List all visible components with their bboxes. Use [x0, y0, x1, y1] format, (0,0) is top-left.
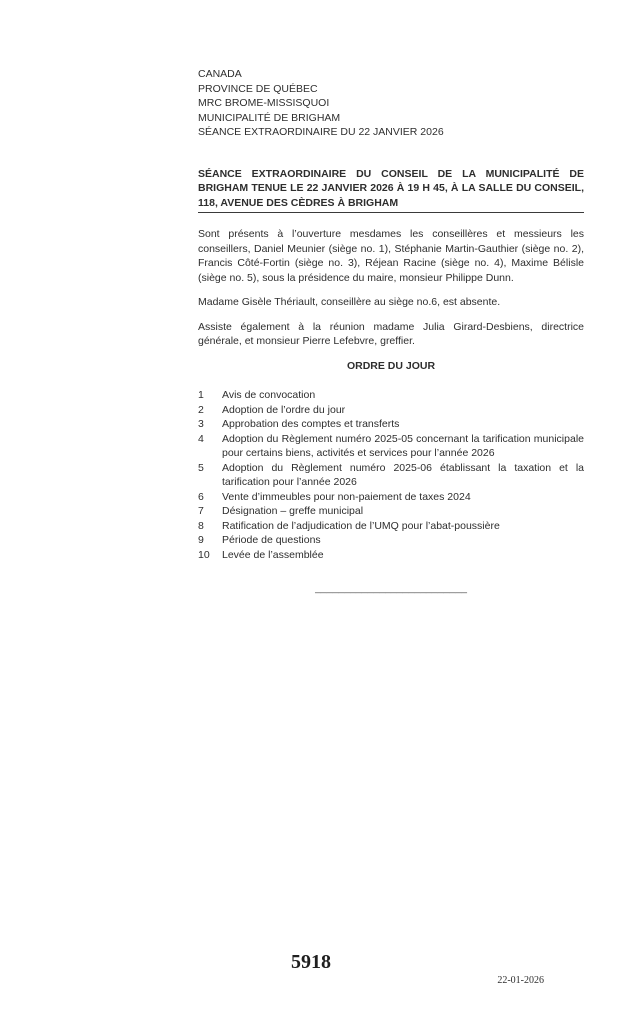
attendance-paragraph: Sont présents à l’ouverture mesdames les conseillères et messieurs les conseillers, Daniel Meunier (siège no. 1), Stéphanie Martin-Gauthier (siège no. 2), Francis Côté-Fortin (siège no. 3), Réjean Racine (siège no. 4), Maxime Bélisle (siège no. 5), sous la présidence du maire, monsieur Philippe Dunn. [198, 228, 584, 284]
agenda-item [198, 533, 584, 548]
agenda-item-number: 1 [198, 389, 204, 401]
agenda-item-text: Adoption de l’ordre du jour [222, 403, 346, 416]
agenda-heading: ORDRE DU JOUR [346, 359, 436, 372]
agenda-item-number: 6 [198, 490, 204, 503]
agenda-item [198, 519, 584, 534]
agenda-item-number: 5 [198, 461, 204, 474]
agenda-item [198, 417, 584, 432]
header-line-country: CANADA [198, 68, 242, 80]
agenda-item [198, 490, 584, 505]
agenda-item-text: Désignation – greffe municipal [222, 505, 364, 517]
agenda-item-text: Vente d’immeubles pour non-paiement de taxes 2024 [222, 490, 471, 503]
agenda-item-text: Adoption du Règlement numéro 2025-05 concernant la tarification municipale pour certains biens, activités et services pour l’année 2026 [222, 432, 584, 459]
agenda-item-number: 8 [198, 519, 204, 532]
agenda-item-number: 7 [198, 505, 204, 517]
agenda-item-number: 9 [198, 534, 204, 546]
header-line-session: SÉANCE EXTRAORDINAIRE DU 22 JANVIER 2026 [198, 126, 444, 138]
agenda-item-number: 2 [198, 403, 204, 416]
signature-line: __________________________ [315, 582, 467, 594]
agenda-item [198, 461, 584, 490]
agenda-item-number: 4 [198, 432, 204, 445]
agenda-item-text: Période de questions [222, 534, 321, 546]
agenda-item-number: 3 [198, 418, 204, 430]
agenda-item [198, 432, 584, 461]
page-number: 5918 [291, 951, 331, 973]
agenda-list [198, 388, 584, 562]
staff-paragraph: Assiste également à la réunion madame Julia Girard-Desbiens, directrice générale, et monsieur Pierre Lefebvre, greffier. [198, 320, 584, 347]
header-line-province: PROVINCE DE QUÉBEC [198, 82, 318, 95]
agenda-item-number: 10 [198, 548, 210, 561]
agenda-item [198, 548, 584, 563]
header-line-mrc: MRC BROME-MISSISQUOI [198, 97, 330, 109]
agenda-item-text: Levée de l’assemblée [222, 548, 324, 561]
footer-date: 22-01-2026 [497, 975, 544, 986]
agenda-item [198, 388, 584, 403]
agenda-item-text: Approbation des comptes et transferts [222, 418, 400, 430]
document-content [198, 67, 584, 596]
agenda-item [198, 504, 584, 519]
absence-paragraph: Madame Gisèle Thériault, conseillère au siège no.6, est absente. [198, 296, 501, 308]
agenda-item-text: Avis de convocation [222, 389, 316, 401]
document-title: SÉANCE EXTRAORDINAIRE DU CONSEIL DE LA MUNICIPALITÉ DE BRIGHAM TENUE LE 22 JANVIER 2026 À 19 H 45, À LA SALLE DU CONSEIL, 118, AVENUE DES CÈDRES À BRIGHAM [198, 167, 584, 214]
agenda-item-text: Adoption du Règlement numéro 2025-06 établissant la taxation et la tarification pour l’année 2026 [222, 461, 584, 488]
agenda-item [198, 403, 584, 418]
document-header-block [198, 67, 584, 140]
agenda-item-text: Ratification de l’adjudication de l’UMQ pour l’abat-poussière [222, 519, 500, 532]
header-line-municipality: MUNICIPALITÉ DE BRIGHAM [198, 111, 341, 124]
